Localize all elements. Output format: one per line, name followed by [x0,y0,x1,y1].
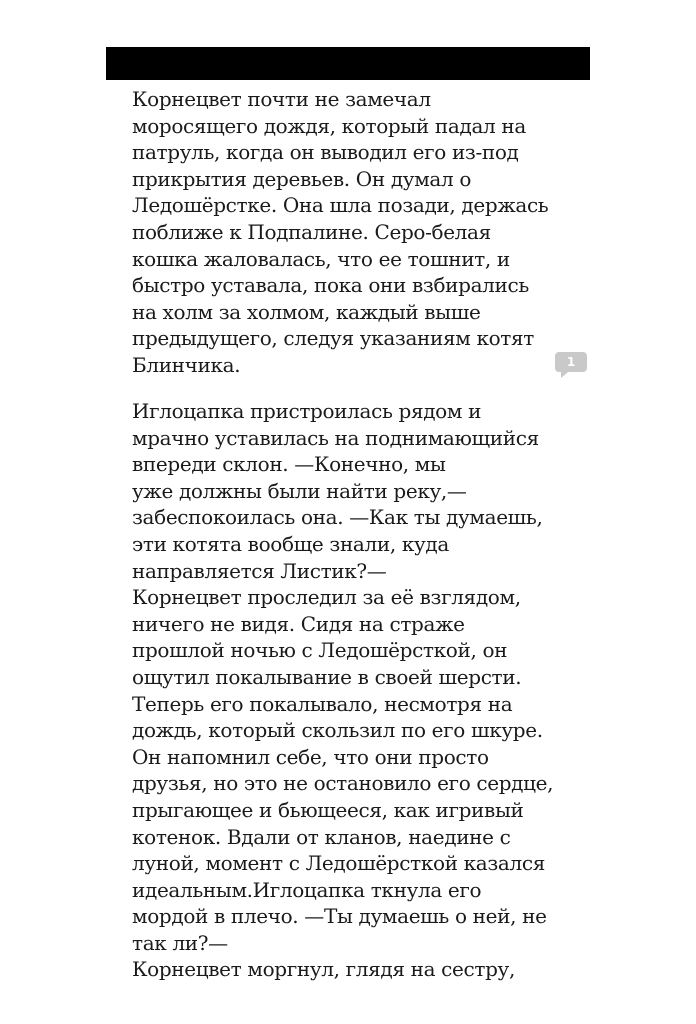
text-line: Блинчика. [132,352,241,377]
text-line: впереди склон. —Конечно, мы [132,452,446,477]
comment-count: 1 [566,355,576,369]
text-line: Корнецвет проследил за её взглядом, [132,585,521,610]
text-line: мрачно уставилась на поднимающийся [132,425,539,450]
text-line: Он напомнил себе, что они просто [132,744,489,769]
text-line: прикрытия деревьев. Он думал о [132,166,472,191]
text-line: забеспокоилась она. —Как ты думаешь, [132,505,543,530]
text-line: предыдущего, следуя указаниям котят [132,326,534,351]
text-line: прыгающее и бьющееся, как игривый [132,797,524,822]
text-line: уже должны были найти реку,— [132,478,467,503]
text-line: прошлой ночью с Ледошёрсткой, он [132,638,508,663]
text-line: ощутил покалывание в своей шерсти. [132,664,522,689]
text-line: Иглоцапка пристроилась рядом и [132,399,482,423]
text-line: направляется Листик?— [132,558,387,583]
text-line: котенок. Вдали от кланов, наедине с [132,824,511,849]
text-line: эти котята вообще знали, куда [132,531,449,556]
paragraph-2 [132,398,572,983]
text-line: быстро уставала, пока они взбирались [132,273,529,298]
text-line: Ледошёрстке. Она шла позади, держась [132,193,549,218]
text-line: на холм за холмом, каждый выше [132,299,481,324]
text-line: мордой в плечо. —Ты думаешь о ней, не [132,904,547,929]
comment-count-badge[interactable] [555,352,587,372]
text-line: Корнецвет почти не замечал [132,87,431,111]
text-line: Корнецвет моргнул, глядя на сестру, [132,957,515,982]
text-line: поближе к Подпалине. Серо-белая [132,219,491,244]
text-line: так ли?— [132,930,228,955]
text-line: Теперь его покалывало, несмотря на [132,691,513,716]
text-line: друзья, но это не остановило его сердце, [132,771,554,796]
redacted-header-bar [106,47,590,80]
paragraph-1 [132,86,572,379]
text-line: ничего не видя. Сидя на страже [132,611,465,636]
text-line: идеальным.Иглоцапка ткнула его [132,877,482,902]
text-line: патруль, когда он выводил его из-под [132,140,519,165]
text-line: кошка жаловалась, что ее тошнит, и [132,246,510,271]
text-line: моросящего дождя, который падал на [132,113,526,138]
text-line: дождь, который скользил по его шкуре. [132,718,543,743]
text-line: луной, момент с Ледошёрсткой казался [132,851,545,876]
